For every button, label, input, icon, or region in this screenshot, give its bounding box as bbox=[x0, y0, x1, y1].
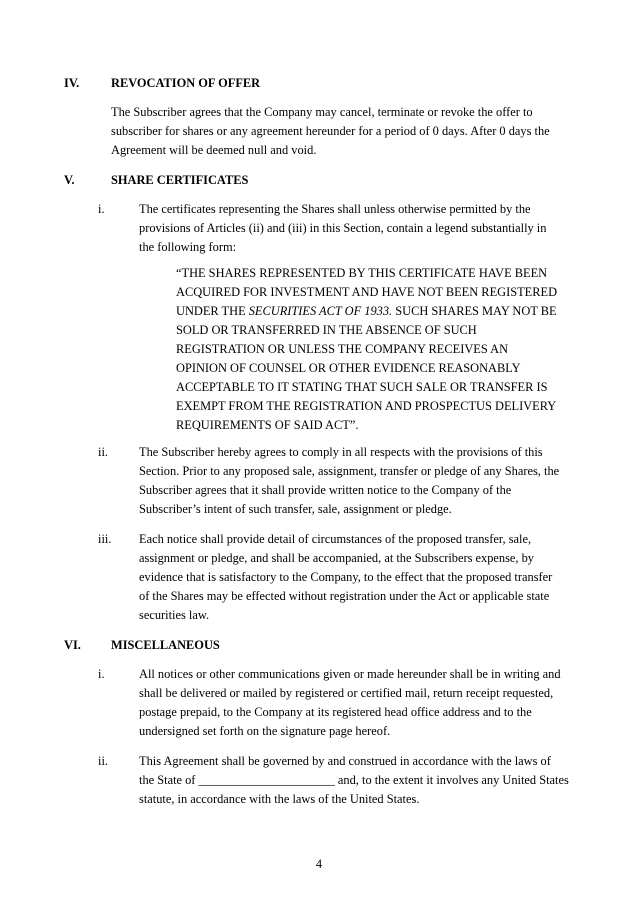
item-line: Subscriber’s intent of such transfer, sale, assignment or pledge. bbox=[139, 502, 452, 516]
legend-quote-line: OPINION OF COUNSEL OR OTHER EVIDENCE REASONABLY bbox=[176, 361, 521, 375]
securities-act-title: SECURITIES ACT OF 1933. bbox=[248, 304, 393, 318]
item-number: ii. bbox=[98, 754, 108, 768]
section-iv-line: The Subscriber agrees that the Company may cancel, terminate or revoke the offer to bbox=[111, 105, 533, 119]
item-number: i. bbox=[98, 667, 105, 681]
legend-quote-line bbox=[176, 304, 557, 319]
item-line: statute, in accordance with the laws of the United States. bbox=[139, 792, 420, 806]
section-v-number: V. bbox=[64, 173, 75, 187]
item-line: securities law. bbox=[139, 608, 210, 622]
item-number: iii. bbox=[98, 532, 112, 546]
section-v-heading: SHARE CERTIFICATES bbox=[111, 173, 249, 187]
item-line: Subscriber agrees that it shall provide written notice to the Company of the bbox=[139, 483, 512, 497]
section-iv-line: Agreement will be deemed null and void. bbox=[111, 143, 317, 157]
legend-quote-line: SOLD OR TRANSFERRED IN THE ABSENCE OF SUCH bbox=[176, 323, 477, 337]
section-iv-heading: REVOCATION OF OFFER bbox=[111, 76, 261, 90]
item-line: The certificates representing the Shares shall unless otherwise permitted by the bbox=[139, 202, 531, 216]
legend-quote-line: ACCEPTABLE TO IT STATING THAT SUCH SALE OR TRANSFER IS bbox=[176, 380, 548, 394]
legend-quote-line: REGISTRATION OR UNLESS THE COMPANY RECEIVES AN bbox=[176, 342, 509, 356]
legend-quote-text: SUCH SHARES MAY NOT BE bbox=[392, 304, 557, 318]
legend-quote-line: ACQUIRED FOR INVESTMENT AND HAVE NOT BEEN REGISTERED bbox=[176, 285, 558, 299]
item-line: Section. Prior to any proposed sale, assignment, transfer or pledge of any Shares, the bbox=[139, 464, 560, 478]
item-number: ii. bbox=[98, 445, 108, 459]
item-line: This Agreement shall be governed by and construed in accordance with the laws of bbox=[139, 754, 551, 768]
item-line: postage prepaid, to the Company at its registered head office address and to the bbox=[139, 705, 532, 719]
page-number: 4 bbox=[315, 857, 323, 871]
item-line: assignment or pledge, and shall be accompanied, at the Subscribers expense, by bbox=[139, 551, 535, 565]
section-iv-number: IV. bbox=[64, 76, 80, 90]
legend-quote-line: REQUIREMENTS OF SAID ACT”. bbox=[176, 418, 359, 432]
item-line: evidence that is satisfactory to the Company, to the effect that the proposed transfer bbox=[139, 570, 553, 584]
item-line: Each notice shall provide detail of circumstances of the proposed transfer, sale, bbox=[139, 532, 532, 546]
item-line: provisions of Articles (ii) and (iii) in this Section, contain a legend substantially in bbox=[139, 221, 547, 235]
item-line: undersigned set forth on the signature page hereof. bbox=[139, 724, 391, 738]
section-vi-heading: MISCELLANEOUS bbox=[111, 638, 220, 652]
item-line: shall be delivered or mailed by registered or certified mail, return receipt requested, bbox=[139, 686, 554, 700]
item-line: the State of ______________________ and, to the extent it involves any United States bbox=[139, 773, 569, 787]
item-line: All notices or other communications given or made hereunder shall be in writing and bbox=[139, 667, 561, 681]
item-line: The Subscriber hereby agrees to comply in all respects with the provisions of this bbox=[139, 445, 543, 459]
item-line: the following form: bbox=[139, 240, 237, 254]
section-vi-number: VI. bbox=[64, 638, 81, 652]
section-iv-line: subscriber for shares or any agreement hereunder for a period of 0 days. After 0 days the bbox=[111, 124, 550, 138]
legend-quote-line: EXEMPT FROM THE REGISTRATION AND PROSPECTUS DELIVERY bbox=[176, 399, 557, 413]
legend-quote-line: “THE SHARES REPRESENTED BY THIS CERTIFICATE HAVE BEEN bbox=[176, 266, 548, 280]
item-line: of the Shares may be effected without registration under the Act or applicable state bbox=[139, 589, 550, 603]
item-number: i. bbox=[98, 202, 105, 216]
legend-quote-text: UNDER THE bbox=[176, 304, 249, 318]
